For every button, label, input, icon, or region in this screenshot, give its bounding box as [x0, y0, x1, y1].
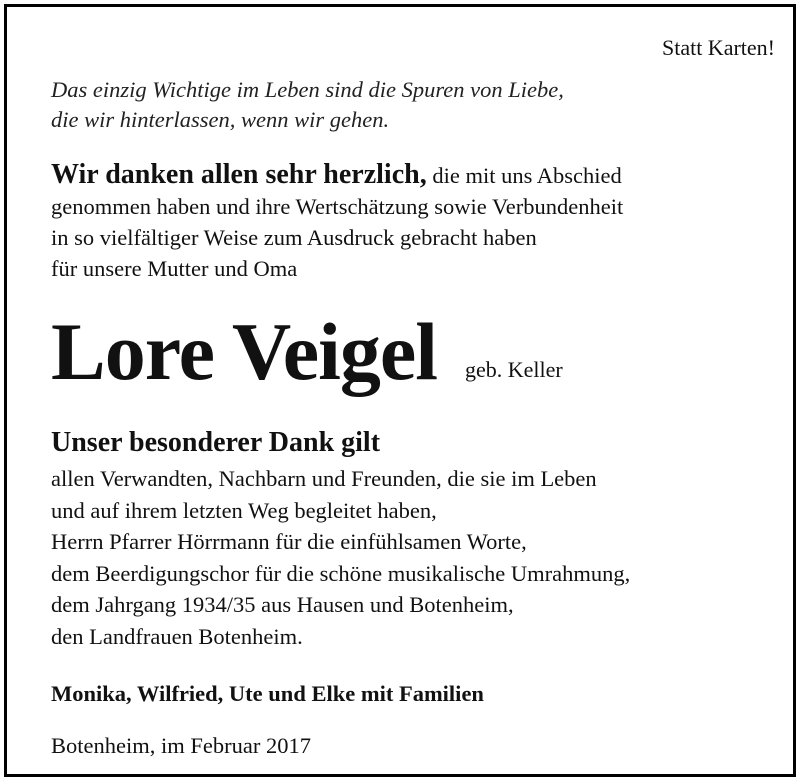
thanks-line-3: in so vielfältiger Weise zum Ausdruck gebracht haben — [51, 225, 537, 250]
place-date: Botenheim, im Februar 2017 — [51, 733, 311, 758]
thanks-line-1-rest: die mit uns Abschied — [426, 163, 622, 188]
thanks-bold-lead: Wir danken allen sehr herzlich, — [51, 159, 427, 190]
statt-karten-label: Statt Karten! — [661, 35, 775, 60]
special-thanks-line: dem Beerdigungschor für die schöne musikalische Umrahmung, — [51, 560, 631, 586]
thanks-line-2: genommen haben und ihre Wertschätzung sowie Verbundenheit — [51, 194, 624, 219]
special-thanks-line: den Landfrauen Botenheim. — [51, 623, 303, 649]
special-thanks-line: Herrn Pfarrer Hörrmann für die einfühlsamen Worte, — [51, 529, 527, 554]
maiden-name: geb. Keller — [465, 357, 563, 382]
special-thanks-line: allen Verwandten, Nachbarn und Freunden, die sie im Leben — [51, 466, 597, 491]
thanks-line-1 — [51, 159, 623, 191]
deceased-name-block — [51, 307, 437, 397]
notice-frame — [4, 4, 796, 777]
signers: Monika, Wilfried, Ute und Elke mit Familien — [51, 681, 484, 706]
special-thanks-line: und auf ihrem letzten Weg begleitet haben, — [51, 497, 437, 523]
deceased-name: Lore Veigel — [51, 306, 438, 397]
thanks-paragraph — [51, 159, 623, 284]
special-thanks-list — [51, 463, 630, 652]
special-thanks-line: dem Jahrgang 1934/35 aus Hausen und Botenheim, — [51, 592, 514, 617]
quote-line-1: Das einzig Wichtige im Leben sind die Spuren von Liebe, — [51, 77, 564, 102]
thanks-line-4: für unsere Mutter und Oma — [51, 256, 298, 281]
quote-line-2: die wir hinterlassen, wenn wir gehen. — [51, 107, 390, 132]
special-thanks-heading: Unser besonderer Dank gilt — [51, 427, 381, 458]
